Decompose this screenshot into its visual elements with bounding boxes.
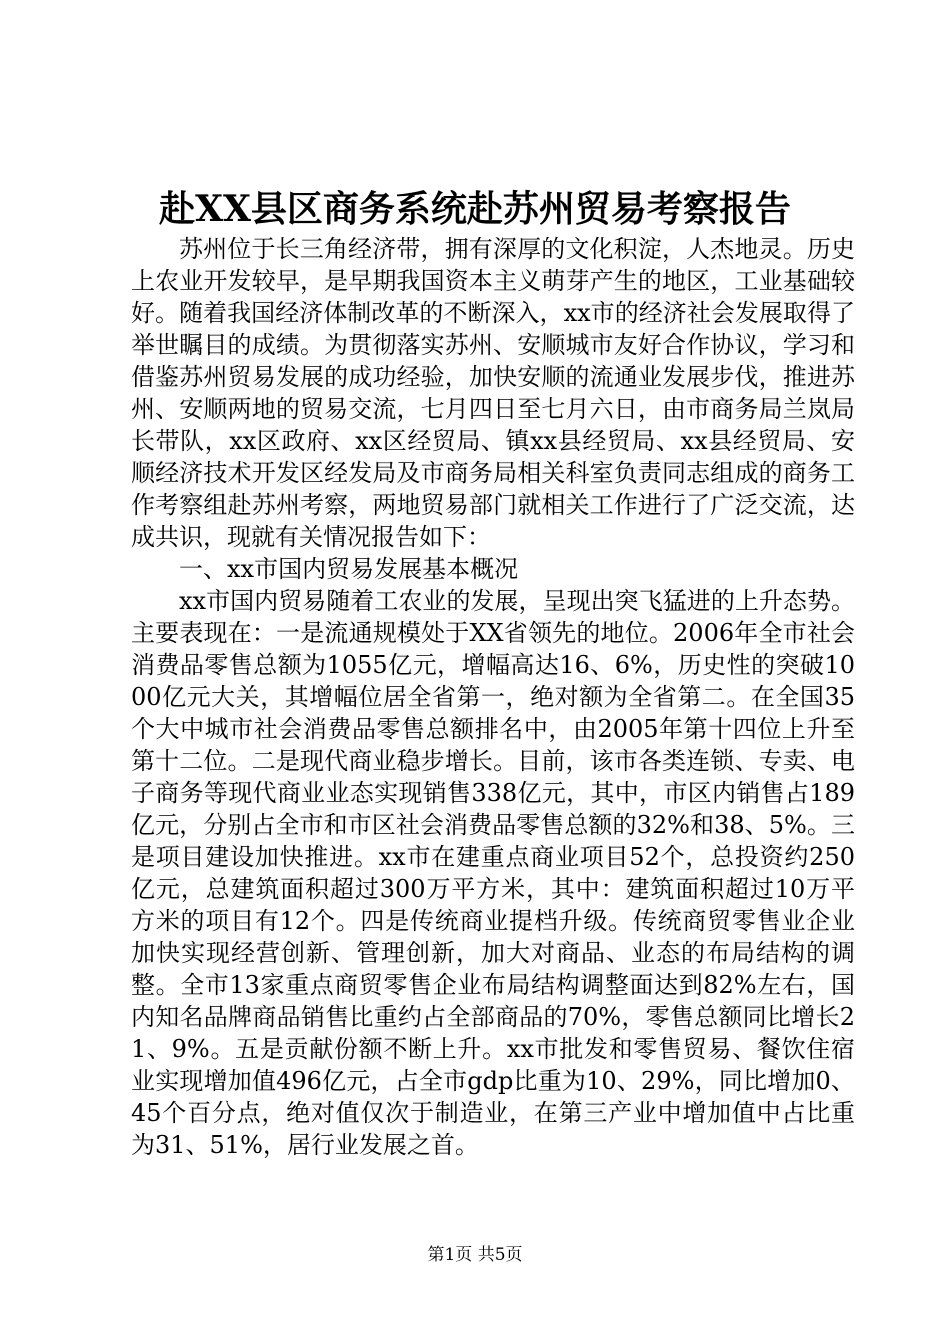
- document-title: 赴XX县区商务系统赴苏州贸易考察报告: [159, 188, 791, 230]
- page-footer: 第1页 共5页: [427, 1245, 523, 1265]
- section-heading: 一、xx市国内贸易发展基本概况: [179, 555, 519, 583]
- document-body: [131, 233, 855, 1161]
- intro-paragraph: 苏州位于长三角经济带，拥有深厚的文化积淀，人杰地灵。历史上农业开发较早，是早期我国资本主义萌芽产生的地区，工业基础较好。随着我国经济体制改革的不断深入，xx市的经济社会发展取得了举世瞩目的成绩。为贯彻落实苏州、安顺城市友好合作协议，学习和借鉴苏州贸易发展的成功经验，加快安顺的流通业发展步伐，推进苏州、安顺两地的贸易交流，七月四日至七月六日，由市商务局兰岚局长带队，xx区政府、xx区经贸局、镇xx县经贸局、xx县经贸局、安顺经济技术开发区经发局及市商务局相关科室负责同志组成的商务工作考察组赴苏州考察，两地贸易部门就相关工作进行了广泛交流，达成共识，现就有关情况报告如下：: [131, 235, 855, 551]
- overview-paragraph: xx市国内贸易随着工农业的发展，呈现出突飞猛进的上升态势。主要表现在：一是流通规模处于XX省领先的地位。2006年全市社会消费品零售总额为1055亿元，增幅高达16、6%，历史性的突破1000亿元大关，其增幅位居全省第一，绝对额为全省第二。在全国35个大中城市社会消费品零售总额排名中，由2005年第十四位上升至第十二位。二是现代商业稳步增长。目前，该市各类连锁、专卖、电子商务等现代商业业态实现销售338亿元，其中，市区内销售占189亿元，分别占全市和市区社会消费品零售总额的32%和38、5%。三是项目建设加快推进。xx市在建重点商业项目52个，总投资约250亿元，总建筑面积超过300万平方米，其中：建筑面积超过10万平方米的项目有12个。四是传统商业提档升级。传统商贸零售业企业加快实现经营创新、管理创新，加大对商品、业态的布局结构的调整。全市13家重点商贸零售企业布局结构调整面达到82%左右，国内知名品牌商品销售比重约占全部商品的70%，零售总额同比增长21、9%。五是贡献份额不断上升。xx市批发和零售贸易、餐饮住宿业实现增加值496亿元，占全市gdp比重为10、29%，同比增加0、45个百分点，绝对值仅次于制造业，在第三产业中增加值中占比重为31、51%，居行业发展之首。: [131, 587, 855, 1159]
